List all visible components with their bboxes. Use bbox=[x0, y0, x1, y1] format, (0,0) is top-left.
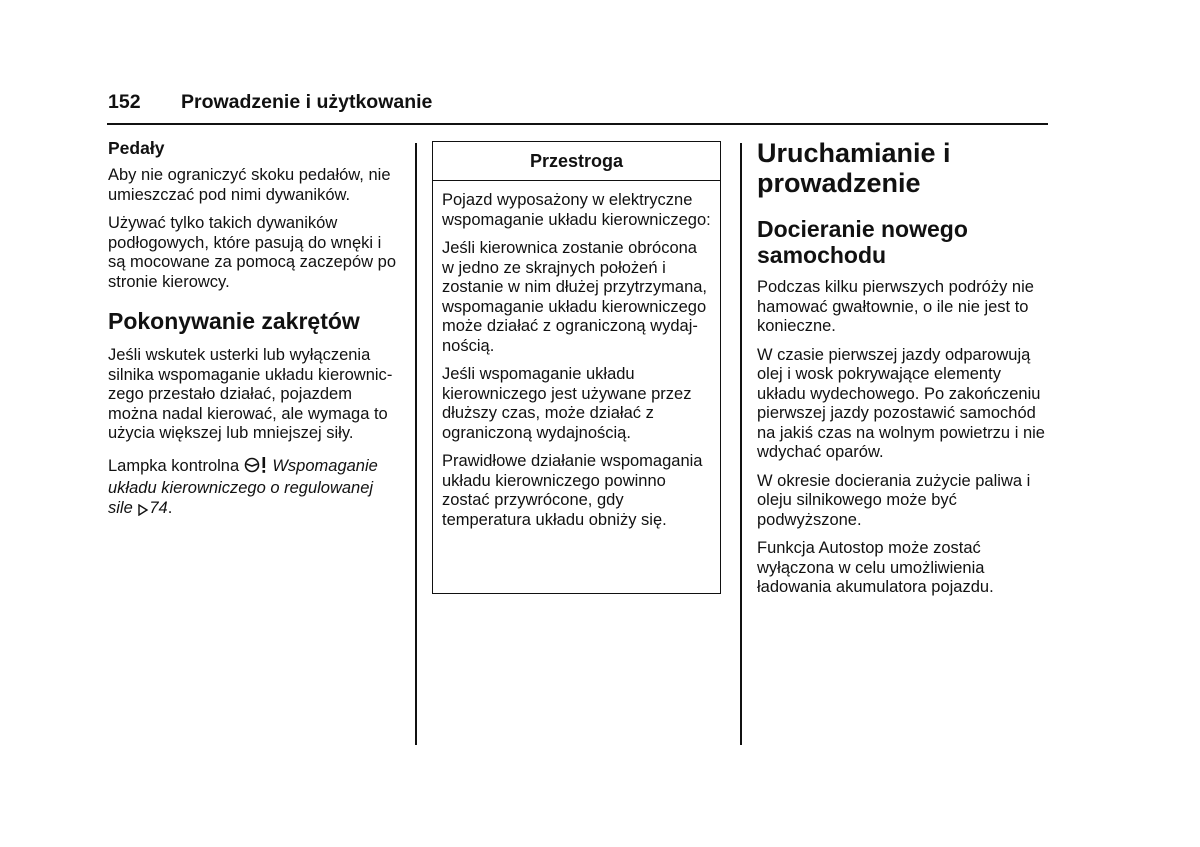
lamp-paragraph bbox=[108, 456, 398, 522]
turns-heading: Pokonywanie zakrętów bbox=[108, 308, 360, 334]
break-in-paragraph-3: W okresie docierania zużycie paliwa i oleju silnikowego może być podwyższone. bbox=[757, 471, 1031, 529]
caution-box bbox=[432, 141, 721, 594]
pedals-paragraph-2: Używać tylko takich dywaników podłogowych, które pasują do wnęki i są mocowane za pomocą zaczepów po stronie kierowcy. bbox=[108, 214, 396, 291]
caution-paragraph-4: Prawidłowe działanie wspomagania układu kierowniczego powinno zostać przywrócone, gdy temperatura układu obniży się. bbox=[442, 452, 703, 529]
column-divider-1 bbox=[415, 143, 417, 745]
caution-title: Przestroga bbox=[433, 142, 720, 181]
pedals-heading: Pedały bbox=[108, 138, 165, 158]
caution-paragraph-3: Jeśli wspomaganie układu kierowniczego jest używane przez dłuższy czas, może działać z ograniczoną wydajnością. bbox=[442, 365, 692, 442]
pedals-paragraph-1: Aby nie ograniczyć skoku pedałów, nie umieszczać pod nimi dywaników. bbox=[108, 166, 391, 204]
caution-body bbox=[433, 181, 720, 530]
header-rule bbox=[107, 123, 1048, 125]
steering-warning-icon bbox=[244, 456, 268, 480]
column-right bbox=[757, 138, 1047, 607]
lamp-page-ref[interactable]: 74 bbox=[149, 498, 168, 517]
sub-heading: Docieranie nowego samochodu bbox=[757, 216, 968, 268]
break-in-paragraph-4: Funkcja Autostop może zostać wyłączona w celu umożliwienia ładowania akumulatora pojazdu. bbox=[757, 539, 994, 596]
page-ref-icon bbox=[137, 502, 149, 522]
lamp-prefix: Lampka kontrolna bbox=[108, 456, 240, 475]
page-header bbox=[108, 91, 432, 114]
caution-paragraph-1: Pojazd wyposażony w elektryczne wspomaganie układu kierowniczego: bbox=[442, 191, 711, 229]
caution-paragraph-2: Jeśli kierownica zostanie obrócona w jedno ze skrajnych położeń i zostanie w nim dłużej przytrzymana, wspomaganie układu kierowniczego może działać z ograniczoną wydajnością. bbox=[442, 239, 708, 355]
lamp-link[interactable]: Wspomaganie układu kierowniczego o regulowanej sile bbox=[108, 456, 378, 517]
lamp-suffix: . bbox=[167, 498, 173, 517]
column-divider-2 bbox=[740, 143, 742, 745]
page-number: 152 bbox=[108, 91, 141, 113]
main-heading: Uruchamianie i prowadzenie bbox=[757, 138, 951, 198]
break-in-paragraph-1: Podczas kilku pierwszych podróży nie hamować gwałtownie, o ile nie jest to konieczne. bbox=[757, 278, 1034, 335]
column-left bbox=[108, 138, 398, 530]
break-in-paragraph-2: W czasie pierwszej jazdy odparowują olej i wosk pokrywające elementy układu wydechowego. Po zakończeniu pierwszej jazdy pozostawić samochód na jakiś czas na wolnym powietrzu i nie wdychać oparów. bbox=[757, 345, 1045, 461]
turns-paragraph: Jeśli wskutek usterki lub wyłączenia silnika wspomaganie układu kierowniczego przestało działać, pojazdem można nadal kierować, ale wymaga to użycia większej lub mniejszej siły. bbox=[108, 346, 393, 442]
section-title: Prowadzenie i użytkowanie bbox=[181, 91, 433, 113]
